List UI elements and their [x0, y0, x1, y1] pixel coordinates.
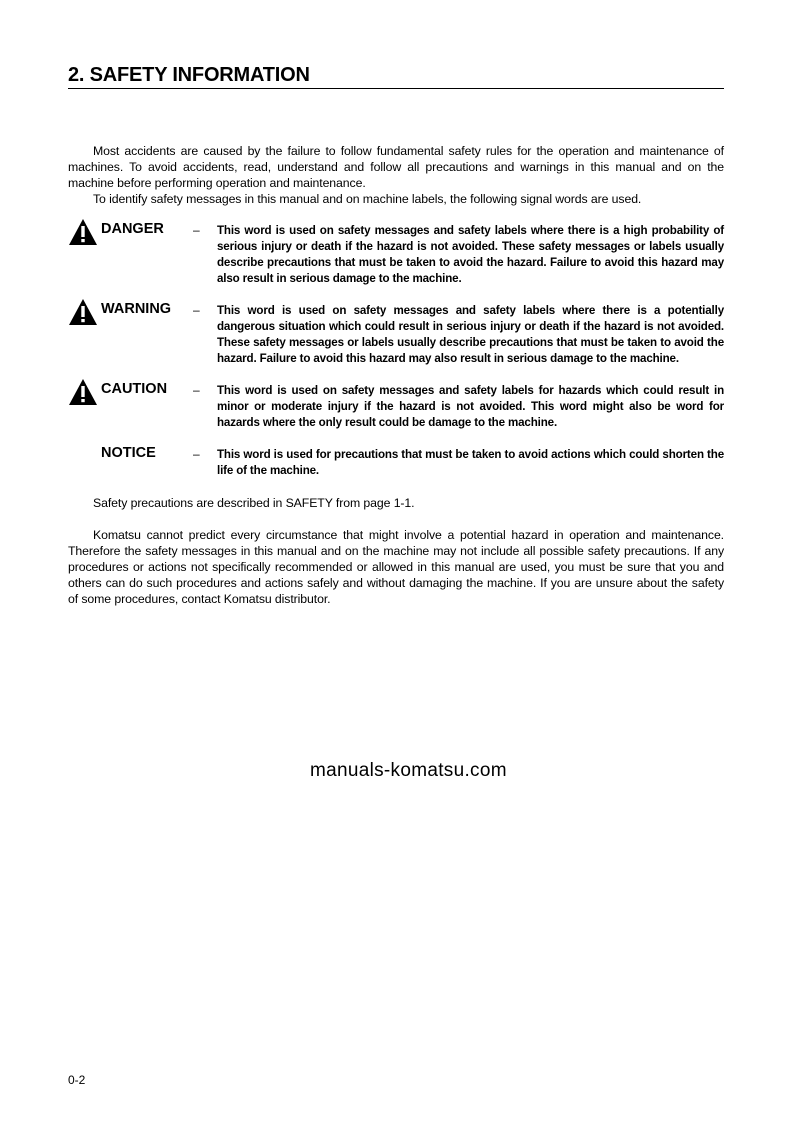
signal-word-label: WARNING [101, 301, 172, 317]
signal-word-label: DANGER [101, 221, 164, 237]
signal-word-label: CAUTION [101, 381, 168, 397]
signal-word-description: This word is used on safety messages and safety labels where there is a high probability of serious injury or death if the hazard is not avoided. These safety messages or labels usually describe precautions that must be taken to avoid the hazard. Failure to avoid this hazard may also result in serious damage to the machine. [217, 224, 724, 285]
signal-word-caution [68, 383, 724, 431]
dash: – [193, 303, 200, 317]
closing-section [68, 527, 724, 607]
reference-section [68, 495, 724, 511]
warning-triangle-icon [68, 218, 98, 246]
signal-word-description: This word is used on safety messages and safety labels for hazards which could result in minor or moderate injury if the hazard is not avoided. This word might also be word for hazards where the only result could be damage to the machine. [217, 384, 724, 429]
closing-paragraph: Komatsu cannot predict every circumstance that might involve a potential hazard in operation and maintenance. Therefore the safety messages in this manual and on the machine may not include all possible safety precautions. If any procedures or actions not specifically recommended or allowed in this manual are used, you must be sure that you and others can do such procedures and actions safely and without damaging the machine. If you are unsure about the safety of some procedures, contact Komatsu distributor. [68, 528, 724, 606]
page-body [68, 143, 724, 623]
signal-word-description: This word is used for precautions that must be taken to avoid actions which could shorten the life of the machine. [217, 448, 724, 477]
dash: – [193, 447, 200, 461]
warning-triangle-icon [68, 378, 98, 406]
intro-paragraph: To identify safety messages in this manual and on machine labels, the following signal words are used. [93, 192, 642, 206]
signal-word-description: This word is used on safety messages and safety labels where there is a potentially dangerous situation which could result in serious injury or death if the hazard is not avoided. These safety messages or labels usually describe precautions that must be taken to avoid the hazard. Failure to avoid this hazard may also result in serious damage to the machine. [217, 304, 724, 365]
signal-word-danger [68, 223, 724, 287]
intro-section [68, 143, 724, 207]
watermark: manuals-komatsu.com [310, 760, 507, 781]
page-number: 0-2 [68, 1073, 86, 1087]
reference-paragraph: Safety precautions are described in SAFETY from page 1-1. [93, 496, 415, 510]
page-title: 2. SAFETY INFORMATION [68, 64, 724, 89]
signal-word-notice [68, 447, 724, 479]
warning-triangle-icon [68, 298, 98, 326]
dash: – [193, 223, 200, 237]
signal-word-warning [68, 303, 724, 367]
intro-paragraph: Most accidents are caused by the failure to follow fundamental safety rules for the operation and maintenance of machines. To avoid accidents, read, understand and follow all precautions and warnings in this manual and on the machine before performing operation and maintenance. [68, 144, 724, 190]
signal-word-label: NOTICE [101, 445, 156, 461]
dash: – [193, 383, 200, 397]
